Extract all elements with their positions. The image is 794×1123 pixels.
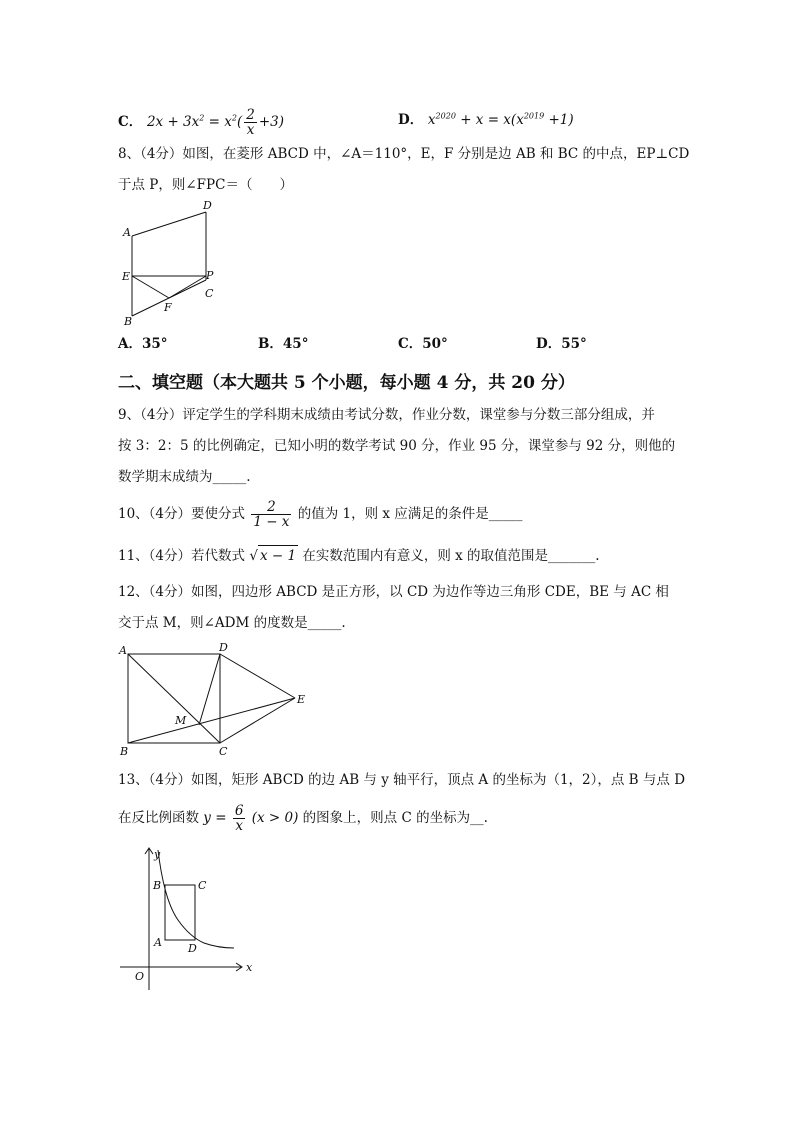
q12-label-b: B (120, 745, 129, 758)
q13-suffix: 的图象上，则点 C 的坐标为__. (302, 810, 488, 826)
q7-option-c (118, 108, 284, 137)
q9-line-2: 按 3：2：5 的比例确定，已知小明的数学考试 90 分，作业 95 分，课堂参与 92 分，则他的 (118, 438, 676, 454)
q11-prefix: 11、（4分）若代数式 (118, 548, 246, 564)
q13-line-1: 13、（4分）如图，矩形 ABCD 的边 AB 与 y 轴平行，顶点 A 的坐标为（1，2），点 B 与点 D (118, 772, 686, 788)
q8-figure (118, 198, 228, 328)
q12-label-d: D (219, 641, 228, 654)
q8-option-b: B．45° (258, 336, 309, 352)
q9-line-1: 9、（4分）评定学生的学科期末成绩由考试分数，作业分数，课堂参与分数三部分组成，并 (118, 407, 655, 423)
q8-label-f: F (164, 301, 172, 314)
section-2-title: 二、填空题（本大题共 5 个小题，每小题 4 分，共 20 分） (118, 373, 575, 393)
q13-label-b: B (153, 879, 162, 892)
q12-line-2: 交于点 M，则∠ADM 的度数是_____. (118, 615, 346, 631)
q12-line-1: 12、（4分）如图，四边形 ABCD 是正方形，以 CD 为边作等边三角形 CDE，BE 与 AC 相 (118, 584, 669, 600)
q7-option-d-expression: $x^{2020} + x = x(x^{2019} +1)$ (427, 111, 574, 128)
q13-line-2 (118, 804, 488, 833)
q10-fraction: $\frac{2}{1 - x}$ (253, 499, 290, 530)
q11-suffix: 在实数范围内有意义，则 x 的取值范围是_______. (302, 548, 600, 564)
q12-label-a: A (119, 644, 127, 657)
q8-label-p: P (206, 269, 214, 282)
q13-fraction: $\frac{6}{x}$ (234, 803, 244, 834)
q13-label-a: A (154, 936, 162, 949)
q12-figure (115, 638, 315, 760)
q8-line-2: 于点 P，则∠FPC＝（ ） (118, 177, 293, 193)
q9-line-3: 数学期末成绩为_____. (118, 469, 251, 485)
q7-option-d (398, 108, 574, 128)
q13-figure (118, 840, 268, 990)
q8-label-c: C (205, 287, 214, 300)
q8-option-c: C．50° (398, 336, 448, 352)
q10-line (118, 500, 523, 529)
q8-label-b: B (124, 315, 133, 328)
q10-prefix: 10、（4分）要使分式 (118, 506, 246, 522)
q13-prefix: 在反比例函数 (118, 810, 199, 826)
q12-label-e: E (297, 693, 306, 706)
q13-label-y: y (154, 848, 161, 861)
q11-line (118, 545, 600, 566)
q8-line-1: 8、（4分）如图，在菱形 ABCD 中，∠A＝110°，E，F 分别是边 AB 和 BC 的中点，EP⊥CD (118, 146, 690, 162)
q10-suffix: 的值为 1，则 x 应满足的条件是_____ (297, 506, 523, 522)
q7-option-c-expression: $2x + 3x^2 = x^2$( $\frac{2}{x}$ +3) (146, 107, 285, 138)
q12-label-c: C (219, 745, 228, 758)
q7-option-d-label: D． (398, 112, 424, 128)
q13-label-d: D (188, 942, 197, 955)
q13-label-x: x (246, 961, 253, 974)
q7-option-c-label: C． (118, 114, 143, 130)
q13-label-c: C (198, 879, 207, 892)
q12-label-m: M (175, 714, 187, 727)
q8-option-a: A．35° (118, 336, 168, 352)
q13-condition: (x > 0) (251, 810, 299, 826)
q8-label-e: E (122, 270, 131, 283)
q13-function-y: y = (203, 810, 227, 826)
q13-label-o: O (135, 970, 145, 983)
q11-radical: √ x − 1 (249, 548, 298, 564)
q8-option-d: D．55° (536, 336, 587, 352)
q8-label-a: A (123, 226, 131, 239)
q8-label-d: D (203, 199, 212, 212)
